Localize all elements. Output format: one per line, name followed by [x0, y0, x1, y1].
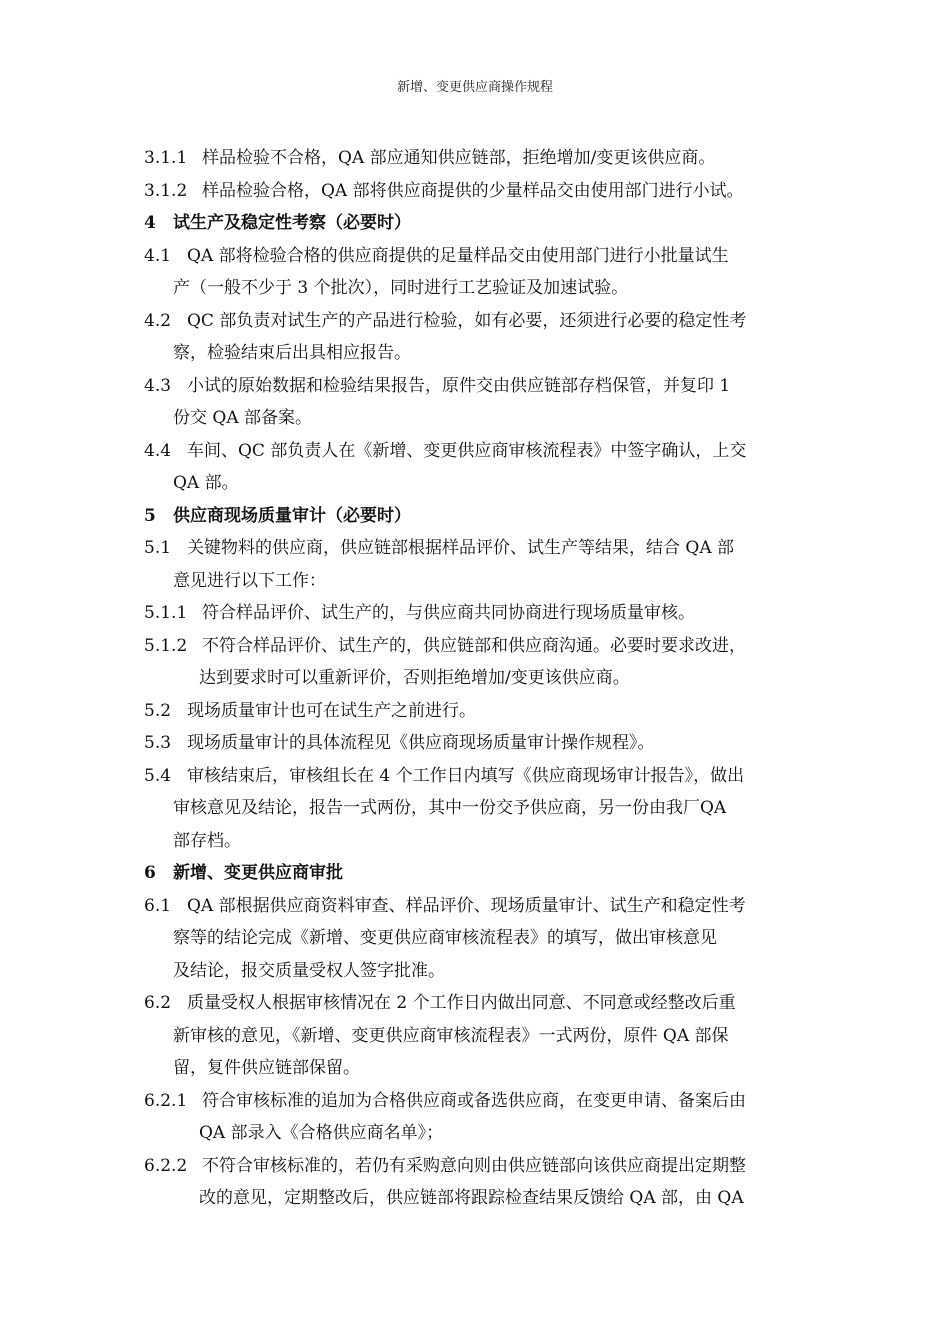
- clause-item: [144, 597, 810, 630]
- clause-text: [144, 435, 810, 500]
- clause-item: [144, 142, 810, 175]
- clause-number: 5.4: [144, 765, 172, 786]
- clause-line: 达到要求时可以重新评价，否则拒绝增加/变更该供应商。: [199, 668, 630, 688]
- clause-number: 4.2: [144, 310, 172, 331]
- clause-text: [144, 532, 810, 597]
- clause-text: [144, 175, 810, 208]
- clause-number: 5.2: [144, 700, 172, 721]
- clause-item: [144, 630, 810, 695]
- clause-line: 车间、QC 部负责人在《新增、变更供应商审核流程表》中签字确认，上交: [187, 440, 747, 461]
- clause-line: 小试的原始数据和检验结果报告，原件交由供应链部存档保管，并复印 1: [187, 375, 731, 396]
- clause-item: [144, 175, 810, 208]
- clause-line: 关键物料的供应商，供应链部根据样品评价、试生产等结果，结合 QA 部: [187, 538, 735, 558]
- clause-text: [144, 207, 810, 240]
- clause-text: [144, 890, 810, 988]
- clause-line: QA 部根据供应商资料审查、样品评价、现场质量审计、试生产和稳定性考: [187, 895, 746, 916]
- clause-line: 试生产及稳定性考察（必要时）: [173, 213, 411, 233]
- clause-line: QA 部录入《合格供应商名单》；: [199, 1123, 444, 1143]
- clause-text: [144, 142, 810, 175]
- clause-number: 4.4: [144, 440, 172, 461]
- clause-item: [144, 695, 810, 728]
- clause-line: 份交 QA 部备案。: [173, 408, 313, 428]
- clause-line: 改的意见，定期整改后，供应链部将跟踪检查结果反馈给 QA 部，由 QA: [199, 1188, 744, 1208]
- clause-text: [144, 1085, 810, 1150]
- clause-item: [144, 760, 810, 858]
- clause-number: 3.1.2: [144, 180, 188, 201]
- clause-number: 6.1: [144, 895, 172, 916]
- clause-line: 现场质量审计也可在试生产之前进行。: [187, 700, 476, 721]
- document-body: [144, 142, 810, 1215]
- clause-number: 5: [144, 505, 156, 526]
- section-heading: [144, 857, 810, 890]
- clause-item: [144, 370, 810, 435]
- clause-text: [144, 857, 810, 890]
- clause-line: 样品检验合格，QA 部将供应商提供的少量样品交由使用部门进行小试。: [202, 180, 744, 201]
- clause-line: 不符合样品评价、试生产的，供应链部和供应商沟通。必要时要求改进，: [202, 635, 746, 656]
- clause-line: 审核意见及结论，报告一式两份，其中一份交予供应商，另一份由我厂QA: [173, 798, 727, 818]
- clause-number: 6.2.1: [144, 1090, 188, 1111]
- clause-item: [144, 987, 810, 1085]
- clause-item: [144, 1085, 810, 1150]
- clause-line: 留，复件供应链部保留。: [173, 1058, 360, 1078]
- clause-line: 现场质量审计的具体流程见《供应商现场质量审计操作规程》。: [187, 733, 655, 753]
- clause-line: 不符合审核标准的，若仍有采购意向则由供应链部向该供应商提出定期整: [202, 1155, 746, 1176]
- clause-line: 新审核的意见，《新增、变更供应商审核流程表》一式两份，原件 QA 部保: [173, 1025, 729, 1046]
- clause-text: [144, 500, 810, 533]
- clause-item: [144, 890, 810, 988]
- clause-item: [144, 1150, 810, 1215]
- clause-line: 察，检验结束后出具相应报告。: [173, 343, 411, 363]
- clause-text: [144, 695, 810, 728]
- clause-number: 4.1: [144, 245, 172, 266]
- clause-line: 符合审核标准的追加为合格供应商或备选供应商，在变更申请、备案后由: [202, 1090, 746, 1111]
- clause-number: 5.1.1: [144, 603, 188, 623]
- clause-text: [144, 727, 810, 760]
- section-heading: [144, 500, 810, 533]
- clause-text: [144, 1150, 810, 1215]
- clause-line: 质量受权人根据审核情况在 2 个工作日内做出同意、不同意或经整改后重: [187, 993, 736, 1013]
- clause-text: [144, 305, 810, 370]
- clause-line: 察等的结论完成《新增、变更供应商审核流程表》的填写，做出审核意见: [173, 928, 717, 948]
- clause-text: [144, 370, 810, 435]
- clause-item: [144, 240, 810, 305]
- clause-line: QA 部将检验合格的供应商提供的足量样品交由使用部门进行小批量试生: [187, 245, 729, 266]
- clause-number: 6.2: [144, 993, 172, 1013]
- clause-text: [144, 240, 810, 305]
- clause-text: [144, 597, 810, 630]
- clause-number: 4: [144, 213, 156, 233]
- clause-text: [144, 760, 810, 858]
- clause-line: 符合样品评价、试生产的，与供应商共同协商进行现场质量审核。: [202, 603, 695, 623]
- clause-number: 6.2.2: [144, 1155, 188, 1176]
- clause-number: 6: [144, 863, 156, 883]
- clause-line: 样品检验不合格，QA 部应通知供应链部，拒绝增加/变更该供应商。: [202, 148, 716, 168]
- clause-line: 及结论，报交质量受权人签字批准。: [173, 960, 445, 981]
- clause-line: QA 部。: [173, 473, 239, 493]
- clause-text: [144, 630, 810, 695]
- clause-text: [144, 987, 810, 1085]
- clause-line: 产（一般不少于 3 个批次），同时进行工艺验证及加速试验。: [173, 278, 629, 298]
- clause-line: 新增、变更供应商审批: [173, 863, 343, 883]
- clause-number: 5.1.2: [144, 635, 188, 656]
- clause-number: 3.1.1: [144, 148, 188, 168]
- clause-line: 意见进行以下工作：: [173, 570, 326, 591]
- clause-item: [144, 305, 810, 370]
- clause-item: [144, 435, 810, 500]
- clause-item: [144, 532, 810, 597]
- clause-number: 5.1: [144, 538, 172, 558]
- clause-number: 5.3: [144, 733, 172, 753]
- page-header: 新增、变更供应商操作规程: [396, 80, 553, 95]
- clause-item: [144, 727, 810, 760]
- clause-number: 4.3: [144, 375, 172, 396]
- clause-line: 部存档。: [173, 830, 241, 851]
- section-heading: [144, 207, 810, 240]
- clause-line: QC 部负责对试生产的产品进行检验，如有必要，还须进行必要的稳定性考: [187, 310, 747, 331]
- clause-line: 审核结束后，审核组长在 4 个工作日内填写《供应商现场审计报告》，做出: [187, 765, 745, 786]
- clause-line: 供应商现场质量审计（必要时）: [173, 505, 411, 526]
